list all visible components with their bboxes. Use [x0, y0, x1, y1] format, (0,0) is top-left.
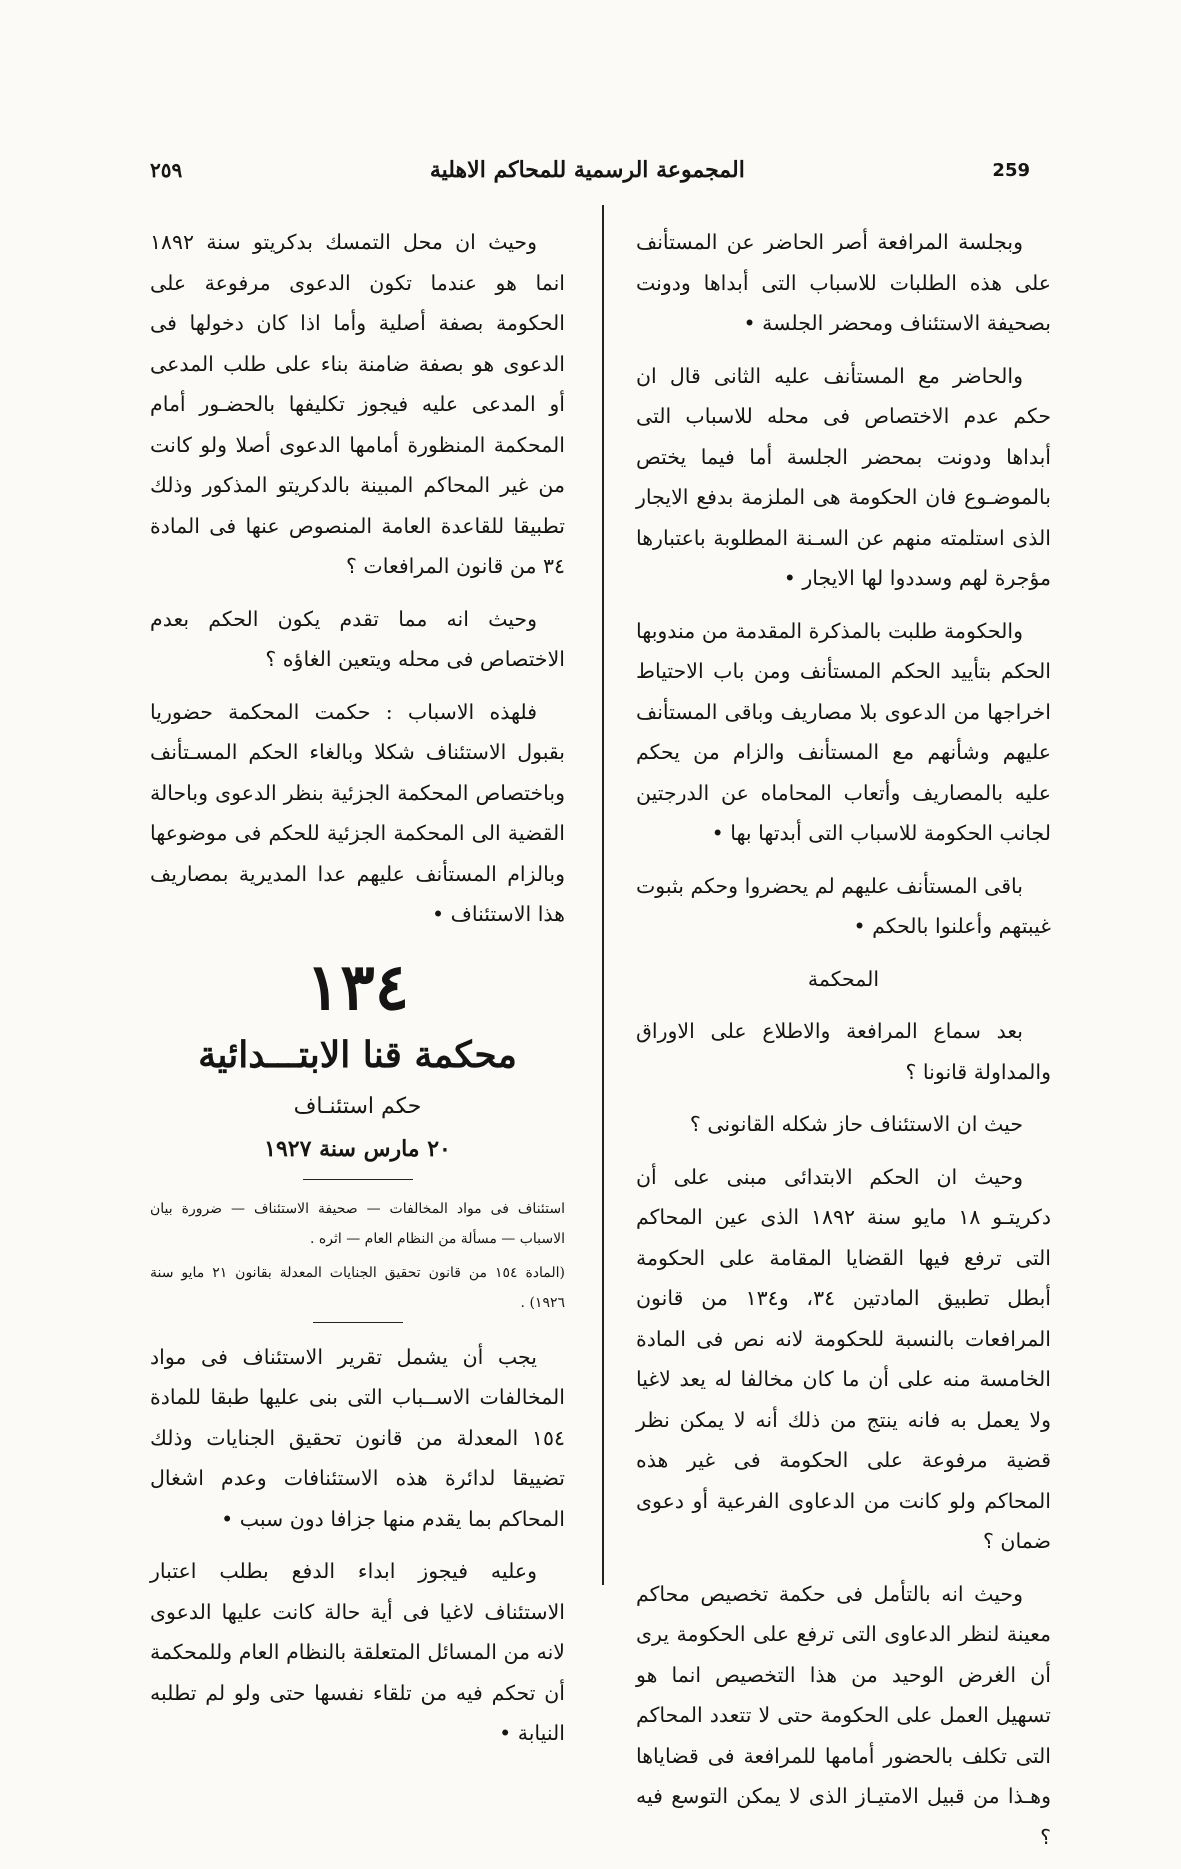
paragraph: حيث ان الاستئناف حاز شكله القانونى ؟: [689, 1112, 1023, 1136]
paragraph: وحيث ان محل التمسك بدكريتو سنة ١٨٩٢ انما هو عندما تكون الدعوى مرفوعة على الحكومة بصفة أصلية وأما اذا كان دخولها فى الدعوى هو بصفة ضامنة بناء على طلب المدعى أو المدعى عليه فيجوز تكليفها بالحضـور أمام المحكمة المنظورة أمامها الدعوى أصلا ولو كانت من غير المحاكم المبينة بالدكريتو المذكور وذلك تطبيقا للقاعدة العامة المنصوص عنها فى المادة ٣٤ من قانون المرافعات ؟: [150, 230, 565, 578]
paragraph: وحيث ان الحكم الابتدائى مبنى على أن دكريتـو ١٨ مايو سنة ١٨٩٢ الذى عين المحاكم التى ترفع فيها القضايا المقامة على الحكومة أبطل تطبيق المادتين ٣٤، و١٣٤ من قانون المرافعات بالنسبة للحكومة لانه نص فى المادة الخامسة منه على أن ما كان مخالفا له يعد لاغيا ولا يعمل به فانه ينتج من ذلك أنه لا يمكن نظر قضية مرفوعة على الحكومة فى غير هذه المحاكم ولو كانت من الدعاوى الفرعية أو دعوى ضمان ؟: [636, 1164, 1051, 1553]
page-number-arabic: ٢٥٩: [150, 158, 183, 182]
section-heading: المحكمة: [807, 966, 880, 991]
paragraph: وعليه فيجوز ابداء الدفع بطلب اعتبار الاستئناف لاغيا فى أية حالة كانت عليها الدعوى لانه من المسائل المتعلقة بالنظام العام وللمحكمة أن تحكم فيه من تلقاء نفسها حتى ولو لم تطلبه النيابة •: [150, 1559, 565, 1745]
paragraph: يجب أن يشمل تقرير الاستئناف فى مواد المخالفات الاســباب التى بنى عليها طبقا للمادة ١٥٤ المعدلة من قانون تحقيق الجنايات وذلك تضييقا لدائرة هذه الاستئنافات وعدم اشغال المحاكم بما يقدم منها جزافا دون سبب •: [150, 1344, 565, 1531]
paragraph: وبجلسة المرافعة أصر الحاضر عن المستأنف على هذه الطلبات للاسباب التى أبداها ودونت بصحيفة الاستئناف ومحضر الجلسة •: [636, 230, 1051, 335]
headnote: استئناف فى مواد المخالفات — صحيفة الاستئناف — ضرورة بيان الاسباب — مسألة من النظام العام — اثره .: [150, 1200, 565, 1247]
headnote-citation: (المادة ١٥٤ من قانون تحقيق الجنايات المعدلة بقانون ٢١ مايو سنة ١٩٢٦) .: [150, 1264, 565, 1311]
case-number: ١٣٤: [305, 949, 410, 1025]
paragraph: والحاضر مع المستأنف عليه الثانى قال ان حكم عدم الاختصاص فى محله للاسباب التى أبداها ودونت بمحضر الجلسة أما فيما يختص بالموضـوع فان الحكومة هى الملزمة بدفع الايجار الذى استلمته منهم عن السـنة المطلوبة باعتبارها مؤجرة لهم وسددوا لها الايجار •: [636, 363, 1051, 590]
paragraph: وحيث انه بالتأمل فى حكمة تخصيص محاكم معينة لنظر الدعاوى التى ترفع على الحكومة يرى أن الغرض الوحيد من هذا التخصيص انما هو تسهيل العمل على الحكومة حتى لا تتعدد المحاكم التى تكلف بالحضور أمامها للمرافعة فى قضاياها وهـذا من قبيل الامتيـاز الذى لا يمكن التوسع فيه ؟: [636, 1581, 1051, 1849]
paragraph: فلهذه الاسباب : حكمت المحكمة حضوريا بقبول الاستئناف شكلا وبالغاء الحكم المسـتأنف وباختصاص المحكمة الجزئية بنظر الدعوى وباحالة القضية الى المحكمة الجزئية للحكم فى موضوعها وبالزام المستأنف عليهم عدا المديرية بمصاريف هذا الاستئناف •: [150, 699, 565, 926]
right-column: [636, 222, 1051, 1869]
paragraph: وحيث انه مما تقدم يكون الحكم بعدم الاختصاص فى محله ويتعين الغاؤه ؟: [150, 606, 565, 671]
separator-rule: [313, 1322, 403, 1323]
ruling-type: حكم استئنـاف: [293, 1093, 422, 1119]
column-divider: [602, 205, 604, 1585]
paragraph: والحكومة طلبت بالمذكرة المقدمة من مندوبها الحكم بتأييد الحكم المستأنف ومن باب الاحتياط اخراجها من الدعوى بلا مصاريف وباقى المستأنف عليهم وشأنهم مع المستأنف والزام من يحكم عليه بالمصاريف وأتعاب المحاماه عن الدرجتين لجانب الحكومة للاسباب التى أبدتها بها •: [636, 618, 1051, 845]
page-number-latin: 259: [992, 159, 1030, 181]
left-column: [150, 222, 565, 1766]
paragraph: باقى المستأنف عليهم لم يحضروا وحكم بثبوت غيبتهم وأعلنوا بالحكم •: [636, 873, 1051, 938]
court-name: محكمة قنا الابتـــدائية: [198, 1033, 517, 1076]
ruling-date: ٢٠ مارس سنة ١٩٢٧: [264, 1135, 451, 1162]
paragraph: بعد سماع المرافعة والاطلاع على الاوراق والمداولة قانونا ؟: [636, 1019, 1051, 1084]
separator-rule: [303, 1179, 413, 1180]
page-header: [150, 148, 1030, 192]
running-title: المجموعة الرسمية للمحاكم الاهلية: [429, 157, 745, 183]
